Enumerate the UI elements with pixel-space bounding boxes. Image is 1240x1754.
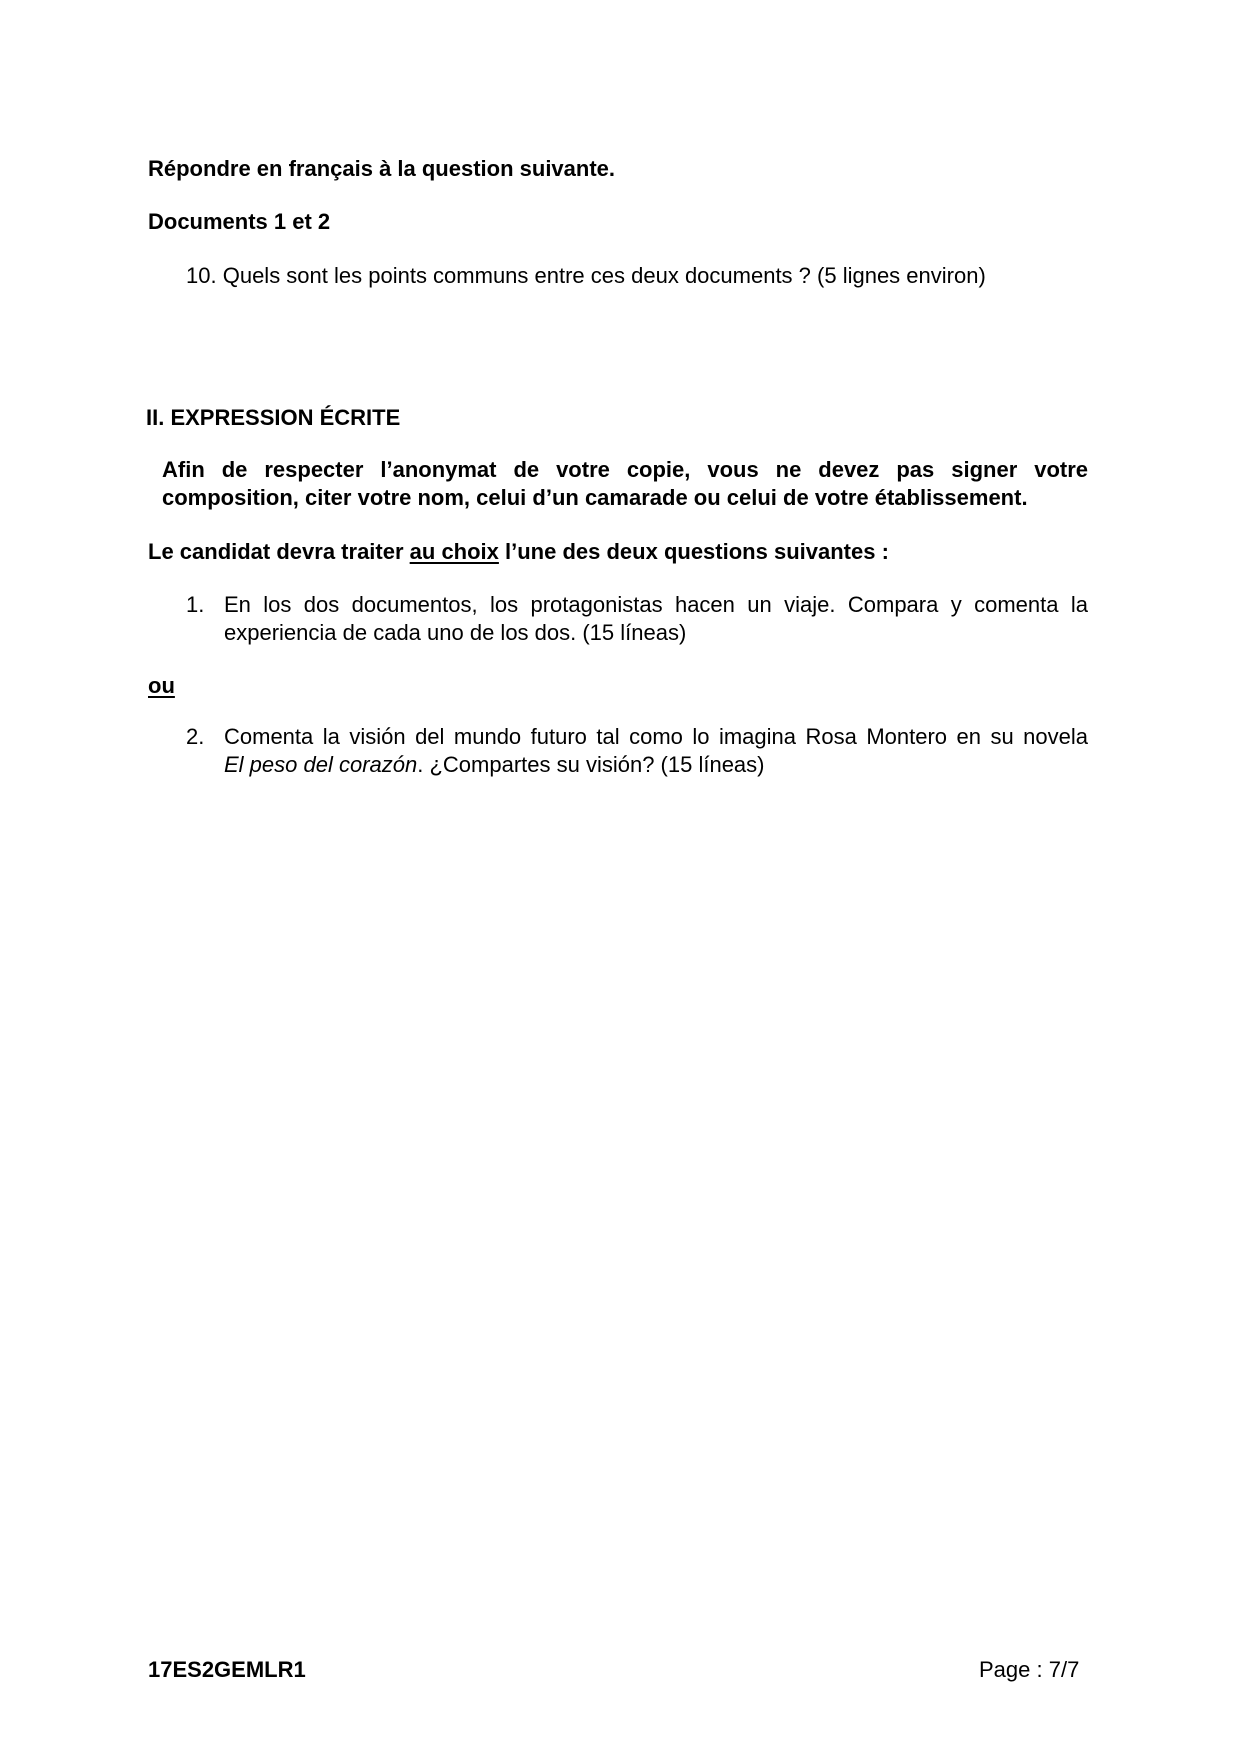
novel-title: El peso del corazón — [224, 752, 418, 777]
footer-page-number: Page : 7/7 — [979, 1657, 1080, 1682]
instruction-heading: Répondre en français à la question suivante. — [148, 156, 616, 181]
question-2 — [186, 723, 1088, 779]
choice-prefix: Le candidat devra traiter — [148, 539, 410, 564]
section-title: II. EXPRESSION ÉCRITE — [146, 405, 401, 430]
question-10 — [186, 262, 986, 290]
documents-heading: Documents 1 et 2 — [148, 209, 331, 234]
q1-line-2: experiencia de cada uno de los dos. (15 líneas) — [224, 620, 687, 645]
q2-line-2 — [224, 751, 1088, 779]
q2-line-2-rest: . ¿Compartes su visión? (15 líneas) — [417, 752, 765, 777]
anonymat-line-2: composition, citer votre nom, celui d’un camarade ou celui de votre établissement. — [162, 485, 1028, 510]
footer-code: 17ES2GEMLR1 — [148, 1657, 306, 1682]
choice-suffix: l’une des deux questions suivantes : — [498, 539, 889, 564]
question-1 — [186, 591, 1088, 647]
q1-number: 1. — [186, 592, 205, 617]
question-number: 10. — [186, 263, 217, 288]
q2-number: 2. — [186, 724, 205, 749]
anonymat-notice — [162, 456, 1088, 512]
or-separator: ou — [148, 673, 175, 698]
q1-line-1: En los dos documentos, los protagonistas hacen un viaje. Compara y comenta la — [224, 592, 1088, 617]
q2-line-1: Comenta la visión del mundo futuro tal como lo imagina Rosa Montero en su novela — [224, 724, 1088, 749]
choice-instruction — [148, 538, 889, 566]
question-text: Quels sont les points communs entre ces deux documents ? (5 lignes environ) — [222, 263, 986, 288]
choice-underlined: au choix — [409, 539, 499, 564]
anonymat-line-1: Afin de respecter l’anonymat de votre copie, vous ne devez pas signer votre — [162, 457, 1088, 482]
